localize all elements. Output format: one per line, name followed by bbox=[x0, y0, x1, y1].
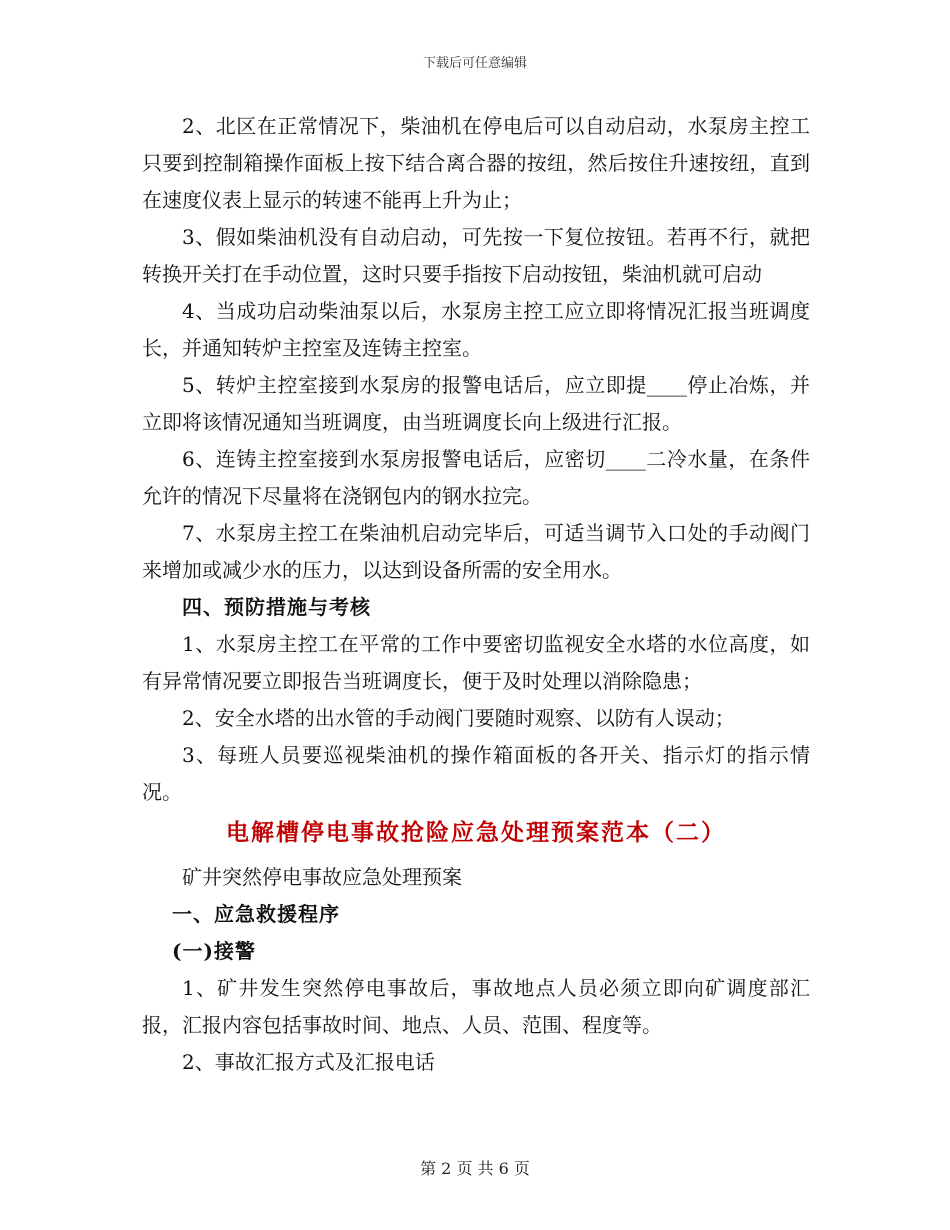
document-subtitle: 矿井突然停电事故应急处理预案 bbox=[182, 865, 462, 889]
paragraph-item-2: 2、北区在正常情况下，柴油机在停电后可以自动启动，水泵房主控工只要到控制箱操作面板上按下结合离合器的按纽，然后按住升速按纽，直到在速度仪表上显示的转速不能再上升为止； bbox=[142, 114, 810, 212]
page-header: 下载后可任意编辑 bbox=[422, 56, 527, 71]
rescue-item-2: 2、事故汇报方式及汇报电话 bbox=[182, 1050, 435, 1074]
subsection-heading-alarm: (一)接警 bbox=[172, 939, 256, 963]
document-title: 电解槽停电事故抢险应急处理预案范本（二） bbox=[226, 819, 726, 846]
rescue-item-1: 1、矿井发生突然停电事故后，事故地点人员必须立即向矿调度部汇报，汇报内容包括事故时间、地点、人员、范围、程度等。 bbox=[142, 976, 810, 1037]
prevention-item-1: 1、水泵房主控工在平常的工作中要密切监视安全水塔的水位高度，如有异常情况要立即报告当班调度长，便于及时处理以消除隐患； bbox=[142, 632, 810, 693]
paragraph-item-4: 4、当成功启动柴油泵以后，水泵房主控工应立即将情况汇报当班调度长，并通知转炉主控室及连铸主控室。 bbox=[142, 299, 810, 360]
paragraph-item-5: 5、转炉主控室接到水泵房的报警电话后，应立即提____停止冶炼，并立即将该情况通知当班调度，由当班调度长向上级进行汇报。 bbox=[142, 373, 810, 434]
prevention-item-2: 2、安全水塔的出水管的手动阀门要随时观察、以防有人误动； bbox=[182, 706, 735, 730]
section-heading-rescue: 一、应急救援程序 bbox=[172, 902, 340, 926]
section-heading-prevention: 四、预防措施与考核 bbox=[182, 595, 371, 619]
paragraph-item-7: 7、水泵房主控工在柴油机启动完毕后，可适当调节入口处的手动阀门来增加或减少水的压力，以达到设备所需的安全用水。 bbox=[142, 521, 810, 582]
page-footer: 第 2 页 共 6 页 bbox=[420, 1159, 530, 1178]
document-body bbox=[142, 108, 810, 1081]
paragraph-item-6: 6、连铸主控室接到水泵房报警电话后，应密切____二冷水量，在条件允许的情况下尽量将在浇钢包内的钢水拉完。 bbox=[142, 447, 810, 508]
paragraph-item-3: 3、假如柴油机没有自动启动，可先按一下复位按钮。若再不行，就把转换开关打在手动位置，这时只要手指按下启动按钮，柴油机就可启动 bbox=[142, 225, 810, 286]
prevention-item-3: 3、每班人员要巡视柴油机的操作箱面板的各开关、指示灯的指示情况。 bbox=[142, 743, 810, 804]
